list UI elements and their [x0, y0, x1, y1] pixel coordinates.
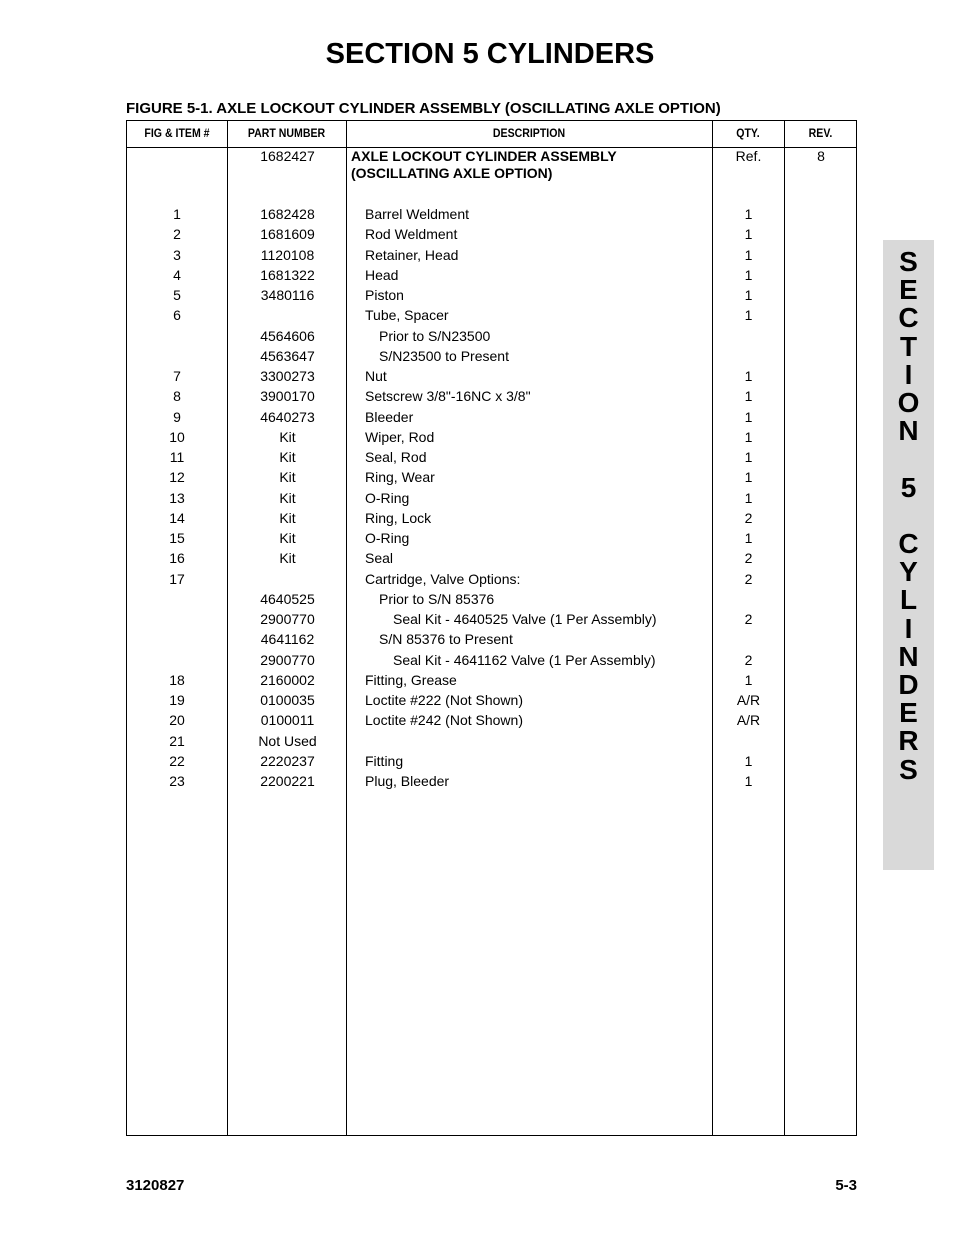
- fig-item-number: 10: [169, 428, 185, 445]
- side-tab-letter: C: [898, 528, 919, 559]
- side-tab-letter: I: [904, 612, 913, 644]
- part-qty: 1: [744, 530, 753, 546]
- part-number: 0100035: [260, 692, 315, 708]
- part-number: 3480116: [260, 287, 315, 303]
- part-qty: 1: [744, 428, 753, 445]
- side-tab-letter: R: [898, 725, 919, 757]
- part-description: Piston: [365, 287, 404, 303]
- fig-item-number: 23: [169, 773, 185, 789]
- part-description: Fitting, Grease: [365, 671, 457, 688]
- part-qty: 1: [744, 449, 753, 465]
- assembly-row-continued: [127, 165, 856, 185]
- part-description: Ring, Wear: [365, 469, 435, 486]
- part-number: 2220237: [260, 752, 315, 769]
- fig-item-number: 2: [173, 226, 181, 243]
- part-qty: 1: [744, 206, 753, 222]
- part-description: Bleeder: [365, 408, 414, 425]
- part-description: Seal Kit - 4641162 Valve (1 Per Assembly): [393, 651, 656, 668]
- part-qty: 1: [744, 226, 753, 243]
- page-number: 5-3: [835, 1177, 857, 1194]
- fig-item-number: 19: [169, 692, 185, 708]
- side-tab-letter: N: [898, 640, 919, 672]
- table-row: [127, 631, 856, 651]
- fig-item-number: 16: [169, 550, 185, 567]
- part-description: S/N 85376 to Present: [379, 631, 513, 648]
- part-description: Seal: [365, 550, 394, 567]
- side-tab-letter: E: [899, 274, 918, 306]
- header-fig-item: FIG & ITEM #: [144, 126, 210, 140]
- part-description: Loctite #242 (Not Shown): [365, 712, 523, 729]
- part-qty: 1: [744, 266, 753, 283]
- part-qty: 1: [744, 671, 753, 688]
- table-row: [127, 712, 856, 732]
- part-number: 4563647: [260, 347, 315, 364]
- part-number: 4564606: [260, 327, 315, 344]
- header-rev: REV.: [808, 126, 833, 140]
- part-qty: 1: [744, 246, 753, 263]
- part-description: Prior to S/N 85376: [379, 590, 495, 607]
- table-row: [127, 368, 856, 388]
- parts-table: [126, 120, 857, 1136]
- table-row: [127, 571, 856, 591]
- part-number: 4640273: [260, 408, 315, 425]
- table-row: [127, 348, 856, 368]
- table-row: [127, 429, 856, 449]
- part-qty: 2: [744, 651, 753, 668]
- fig-item-number: 8: [173, 388, 181, 405]
- assembly-rev: 8: [817, 148, 825, 164]
- part-number: Kit: [279, 469, 296, 486]
- document-number: 3120827: [126, 1177, 185, 1194]
- part-qty: 1: [744, 388, 753, 405]
- part-number: 1681322: [260, 266, 315, 283]
- fig-item-number: 14: [169, 509, 185, 526]
- part-description: Loctite #222 (Not Shown): [365, 692, 523, 708]
- part-number: 2160002: [260, 671, 315, 688]
- table-row: [127, 591, 856, 611]
- table-row: [127, 328, 856, 348]
- part-description: S/N23500 to Present: [379, 347, 509, 364]
- fig-item-number: 20: [169, 712, 185, 729]
- part-qty: 1: [744, 287, 753, 303]
- fig-item-number: 1: [173, 206, 181, 222]
- part-description: Setscrew 3/8"-16NC x 3/8": [365, 388, 531, 405]
- table-row: [127, 753, 856, 773]
- table-row: [127, 773, 856, 793]
- fig-item-number: 9: [173, 408, 181, 425]
- fig-item-number: 13: [169, 489, 185, 506]
- table-row: [127, 469, 856, 489]
- side-tab-letter: C: [898, 302, 919, 334]
- part-number: 2200221: [260, 773, 315, 789]
- part-number: Kit: [279, 449, 296, 465]
- section-title: SECTION 5 CYLINDERS: [325, 38, 655, 70]
- table-row: [127, 530, 856, 550]
- fig-item-number: 11: [169, 449, 185, 465]
- header-qty: QTY.: [736, 126, 760, 140]
- part-qty: 1: [744, 408, 753, 425]
- fig-item-number: 17: [169, 570, 185, 587]
- part-qty: 1: [744, 307, 753, 324]
- table-row: [127, 388, 856, 408]
- side-tab-letter: I: [904, 358, 913, 390]
- table-row: [127, 672, 856, 692]
- assembly-part-number: 1682427: [260, 148, 315, 164]
- side-tab-letter: S: [899, 753, 918, 785]
- fig-item-number: 5: [173, 287, 181, 303]
- part-number: 1682428: [260, 206, 315, 222]
- table-row: [127, 733, 856, 753]
- fig-item-number: 3: [173, 246, 181, 263]
- side-tab-letter: 5: [900, 471, 917, 503]
- part-number: Kit: [279, 489, 296, 506]
- part-number: 2900770: [260, 651, 315, 668]
- fig-item-number: 6: [173, 307, 181, 324]
- part-number: 4640525: [260, 590, 315, 607]
- part-number: Kit: [279, 509, 296, 526]
- part-number: Kit: [279, 550, 296, 567]
- part-description: Fitting: [365, 752, 404, 769]
- part-qty: 2: [744, 570, 753, 587]
- part-qty: 1: [744, 489, 753, 506]
- part-qty: 2: [744, 550, 753, 567]
- part-description: Ring, Lock: [365, 509, 432, 526]
- fig-item-number: 4: [173, 266, 181, 283]
- part-number: 2900770: [260, 611, 315, 627]
- assembly-qty: Ref.: [735, 148, 762, 164]
- part-description: Seal, Rod: [365, 449, 427, 465]
- part-qty: 1: [744, 752, 753, 769]
- part-description: Retainer, Head: [365, 246, 459, 263]
- table-row: [127, 206, 856, 226]
- table-row: [127, 449, 856, 469]
- table-row: [127, 307, 856, 327]
- part-description: Plug, Bleeder: [365, 773, 450, 789]
- fig-item-number: 18: [169, 671, 185, 688]
- part-description: Rod Weldment: [365, 226, 458, 243]
- part-description: Cartridge, Valve Options:: [365, 570, 521, 587]
- part-number: 0100011: [260, 712, 315, 729]
- table-row: [127, 692, 856, 712]
- part-qty: A/R: [736, 692, 761, 708]
- assembly-description-line2: (OSCILLATING AXLE OPTION): [351, 165, 553, 181]
- part-number: 1681609: [260, 226, 315, 243]
- side-tab-letter: O: [897, 387, 920, 418]
- section-side-tab: [883, 240, 934, 870]
- fig-item-number: 15: [169, 530, 185, 546]
- part-number: Not Used: [258, 732, 317, 749]
- fig-item-number: 12: [169, 469, 185, 486]
- part-number: 3900170: [260, 388, 315, 405]
- side-tab-letter: E: [899, 697, 918, 729]
- part-description: Seal Kit - 4640525 Valve (1 Per Assembly): [393, 611, 657, 627]
- fig-item-number: 22: [169, 752, 185, 769]
- part-description: Barrel Weldment: [365, 206, 470, 222]
- part-description: Prior to S/N23500: [379, 327, 491, 344]
- assembly-description: AXLE LOCKOUT CYLINDER ASSEMBLY: [351, 148, 617, 164]
- header-part-number: PART NUMBER: [247, 126, 326, 140]
- header-description: DESCRIPTION: [492, 126, 566, 140]
- part-number: 1120108: [260, 246, 315, 263]
- part-description: Wiper, Rod: [365, 428, 435, 445]
- table-row: [127, 611, 856, 631]
- part-description: O-Ring: [365, 489, 410, 506]
- side-tab-letter: D: [898, 669, 919, 700]
- part-number: 3300273: [260, 368, 315, 384]
- table-row: [127, 652, 856, 672]
- table-row: [127, 550, 856, 570]
- part-description: O-Ring: [365, 530, 410, 546]
- part-number: Kit: [279, 530, 296, 546]
- side-tab-letter: L: [899, 584, 918, 616]
- table-row: [127, 226, 856, 246]
- table-row: [127, 247, 856, 267]
- part-description: Tube, Spacer: [365, 307, 449, 324]
- table-row: [127, 287, 856, 307]
- part-number: Kit: [279, 428, 296, 445]
- part-description: Head: [365, 266, 399, 283]
- part-qty: 1: [744, 773, 753, 789]
- part-qty: 2: [744, 509, 753, 526]
- side-tab-letter: N: [898, 415, 919, 447]
- part-number: 4641162: [260, 631, 315, 648]
- figure-title: FIGURE 5-1. AXLE LOCKOUT CYLINDER ASSEMBLY (OSCILLATING AXLE OPTION): [126, 100, 721, 117]
- part-qty: 2: [744, 611, 753, 627]
- part-qty: A/R: [736, 712, 761, 729]
- table-row: [127, 409, 856, 429]
- table-row: [127, 490, 856, 510]
- table-row: [127, 267, 856, 287]
- part-description: Nut: [365, 368, 387, 384]
- side-tab-letter: S: [899, 246, 918, 277]
- table-row: [127, 510, 856, 530]
- side-tab-letter: Y: [899, 556, 918, 588]
- side-tab-letter: T: [899, 330, 918, 362]
- part-qty: 1: [744, 368, 753, 384]
- fig-item-number: 21: [169, 732, 185, 749]
- part-qty: 1: [744, 469, 753, 486]
- fig-item-number: 7: [173, 368, 181, 384]
